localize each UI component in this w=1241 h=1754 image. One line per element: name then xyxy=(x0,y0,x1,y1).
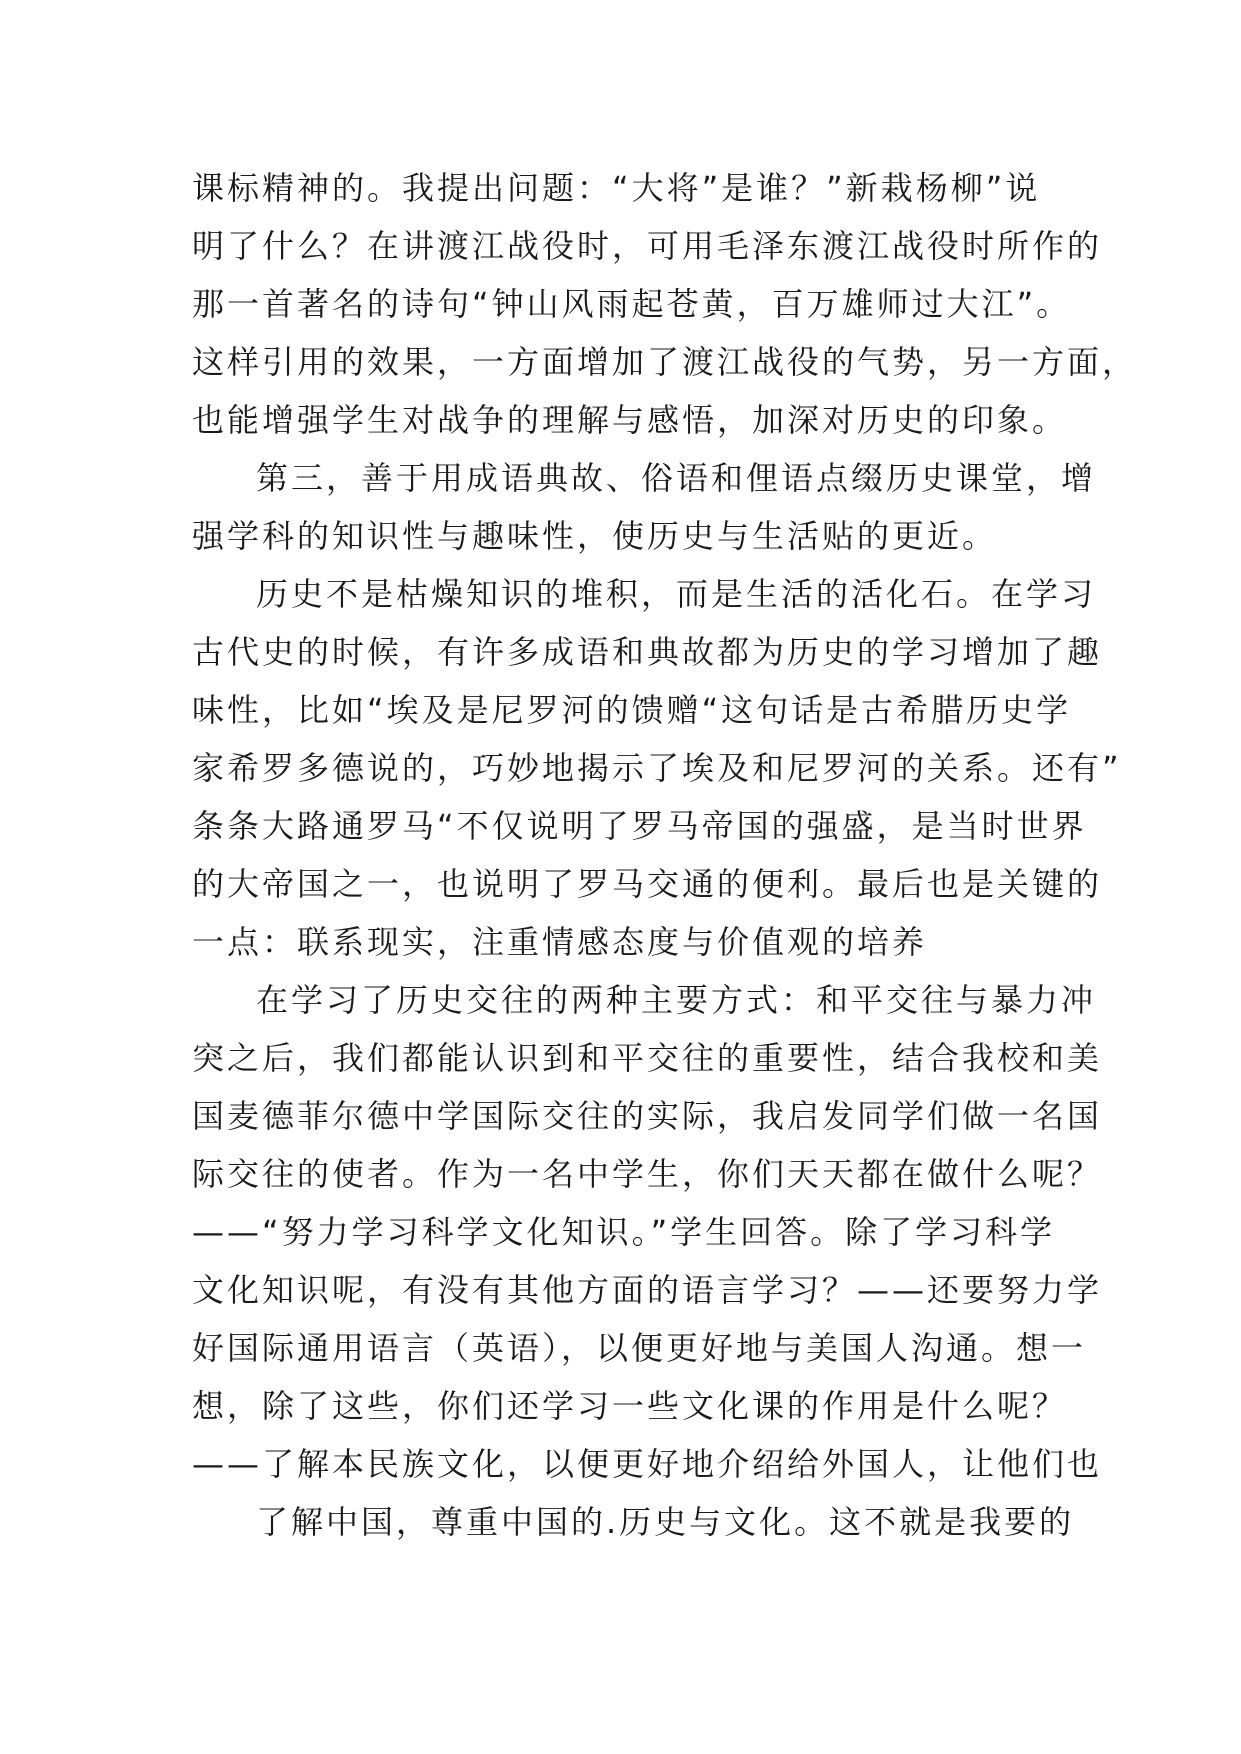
text-line: 了解中国，尊重中国的.历史与文化。这不就是我要的 xyxy=(256,1503,1075,1541)
text-line: 味性，比如“埃及是尼罗河的馈赠“这句话是古希腊历史学 xyxy=(192,691,1072,729)
text-line: 这样引用的效果，一方面增加了渡江战役的气势，另一方面， xyxy=(192,343,1138,381)
text-line: 课标精神的。我提出问题：“大将”是谁？”新栽杨柳”说 xyxy=(192,169,1041,207)
text-line: ——了解本民族文化，以便更好地介绍给外国人，让他们也 xyxy=(192,1445,1103,1483)
text-line: 想，除了这些，你们还学习一些文化课的作用是什么呢？ xyxy=(192,1387,1068,1425)
text-line: 历史不是枯燥知识的堆积，而是生活的活化石。在学习 xyxy=(256,575,1097,613)
text-line: 际交往的使者。作为一名中学生，你们天天都在做什么呢？ xyxy=(192,1155,1103,1193)
text-line: 也能增强学生对战争的理解与感悟，加深对历史的印象。 xyxy=(192,401,1068,439)
text-line: 一点：联系现实，注重情感态度与价值观的培养 xyxy=(192,923,928,961)
text-line: 文化知识呢，有没有其他方面的语言学习？——还要努力学 xyxy=(192,1271,1103,1309)
text-line: 强学科的知识性与趣味性，使历史与生活贴的更近。 xyxy=(192,517,998,555)
text-line: 的大帝国之一，也说明了罗马交通的便利。最后也是关键的 xyxy=(192,865,1103,903)
text-line: 明了什么？在讲渡江战役时，可用毛泽东渡江战役时所作的 xyxy=(192,227,1103,265)
text-line: 在学习了历史交往的两种主要方式：和平交往与暴力冲 xyxy=(256,981,1097,1019)
text-line: ——“努力学习科学文化知识。”学生回答。除了学习科学 xyxy=(192,1213,1056,1251)
text-line: 古代史的时候，有许多成语和典故都为历史的学习增加了趣 xyxy=(192,633,1103,671)
text-line: 突之后，我们都能认识到和平交往的重要性，结合我校和美 xyxy=(192,1039,1103,1077)
text-line: 第三，善于用成语典故、俗语和俚语点缀历史课堂，增 xyxy=(256,459,1097,497)
text-line: 条条大路通罗马“不仅说明了罗马帝国的强盛，是当时世界 xyxy=(192,807,1087,845)
text-line: 家希罗多德说的，巧妙地揭示了埃及和尼罗河的关系。还有” xyxy=(192,749,1122,787)
text-line: 国麦德菲尔德中学国际交往的实际，我启发同学们做一名国 xyxy=(192,1097,1103,1135)
text-line: 好国际通用语言（英语），以便更好地与美国人沟通。想一 xyxy=(192,1329,1087,1367)
text-line: 那一首著名的诗句“钟山风雨起苍黄，百万雄师过大江”。 xyxy=(192,285,1072,323)
